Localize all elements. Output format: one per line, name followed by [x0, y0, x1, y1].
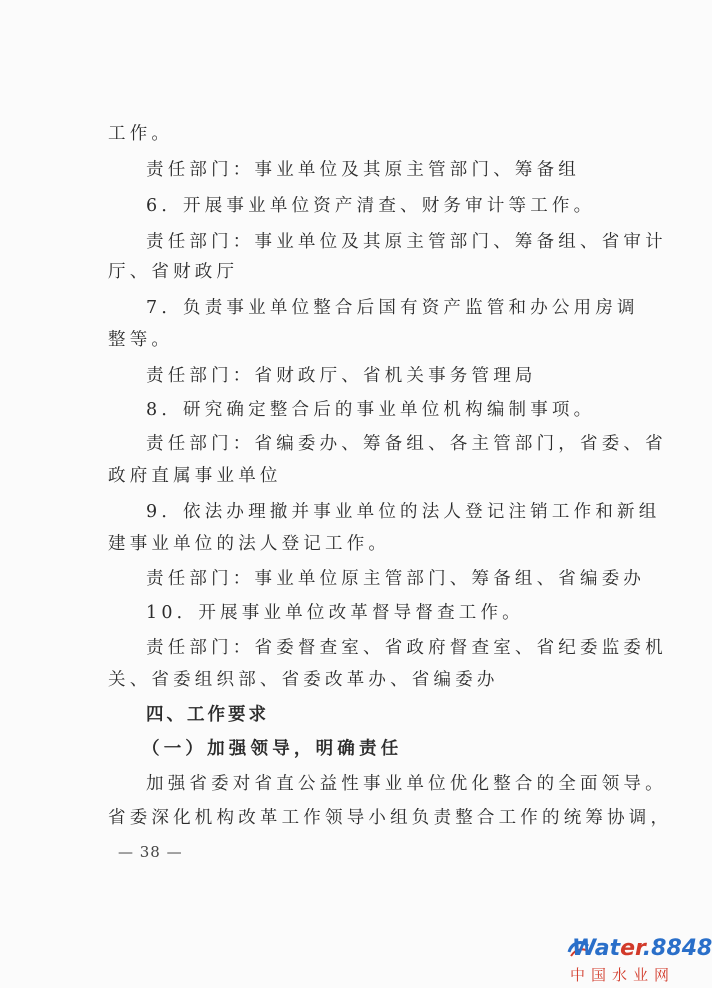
text-line: 工作。: [108, 124, 174, 144]
watermark-brand-a: Wat: [572, 936, 621, 961]
text-line: 责任部门：事业单位原主管部门、筹备组、省编委办: [146, 569, 646, 589]
page-number: — 38 —: [118, 843, 183, 861]
text-line: 责任部门：省委督查室、省政府督查室、省纪委监委机: [146, 638, 667, 658]
text-line: 建事业单位的法人登记工作。: [108, 534, 391, 554]
text-line: 关、省委组织部、省委改革办、省编委办: [108, 670, 499, 690]
text-line: 责任部门：省财政厅、省机关事务管理局: [146, 366, 537, 386]
text-line: 8．研究确定整合后的事业单位机构编制事项。: [146, 400, 596, 420]
text-line: 厅、省财政厅: [108, 262, 239, 282]
section-heading: 四、工作要求: [146, 705, 269, 725]
text-line: 6．开展事业单位资产清查、财务审计等工作。: [146, 196, 596, 216]
text-line: 整等。: [108, 330, 174, 350]
text-line: 加强省委对省直公益性事业单位优化整合的全面领导。: [146, 774, 667, 794]
text-line: 责任部门：事业单位及其原主管部门、筹备组、省审计: [146, 232, 667, 252]
watermark-site-name: 中国水业网: [570, 966, 676, 984]
text-line: 省委深化机构改革工作领导小组负责整合工作的统筹协调，: [108, 808, 673, 828]
text-line: 责任部门：事业单位及其原主管部门、筹备组: [146, 160, 580, 180]
text-line: 10．开展事业单位改革督导督查工作。: [146, 603, 524, 623]
watermark-brand: [572, 936, 712, 961]
text-line: 9．依法办理撤并事业单位的法人登记注销工作和新组: [146, 502, 661, 522]
watermark-logo: [568, 936, 712, 986]
subsection-heading: （一）加强领导，明确责任: [142, 739, 403, 759]
text-line: 责任部门：省编委办、筹备组、各主管部门，省委、省: [146, 434, 667, 454]
watermark-brand-c: .8848: [642, 936, 712, 961]
text-line: 政府直属事业单位: [108, 466, 282, 486]
text-line: 7．负责事业单位整合后国有资产监管和办公用房调: [146, 298, 639, 318]
watermark-brand-b: er: [620, 936, 643, 961]
